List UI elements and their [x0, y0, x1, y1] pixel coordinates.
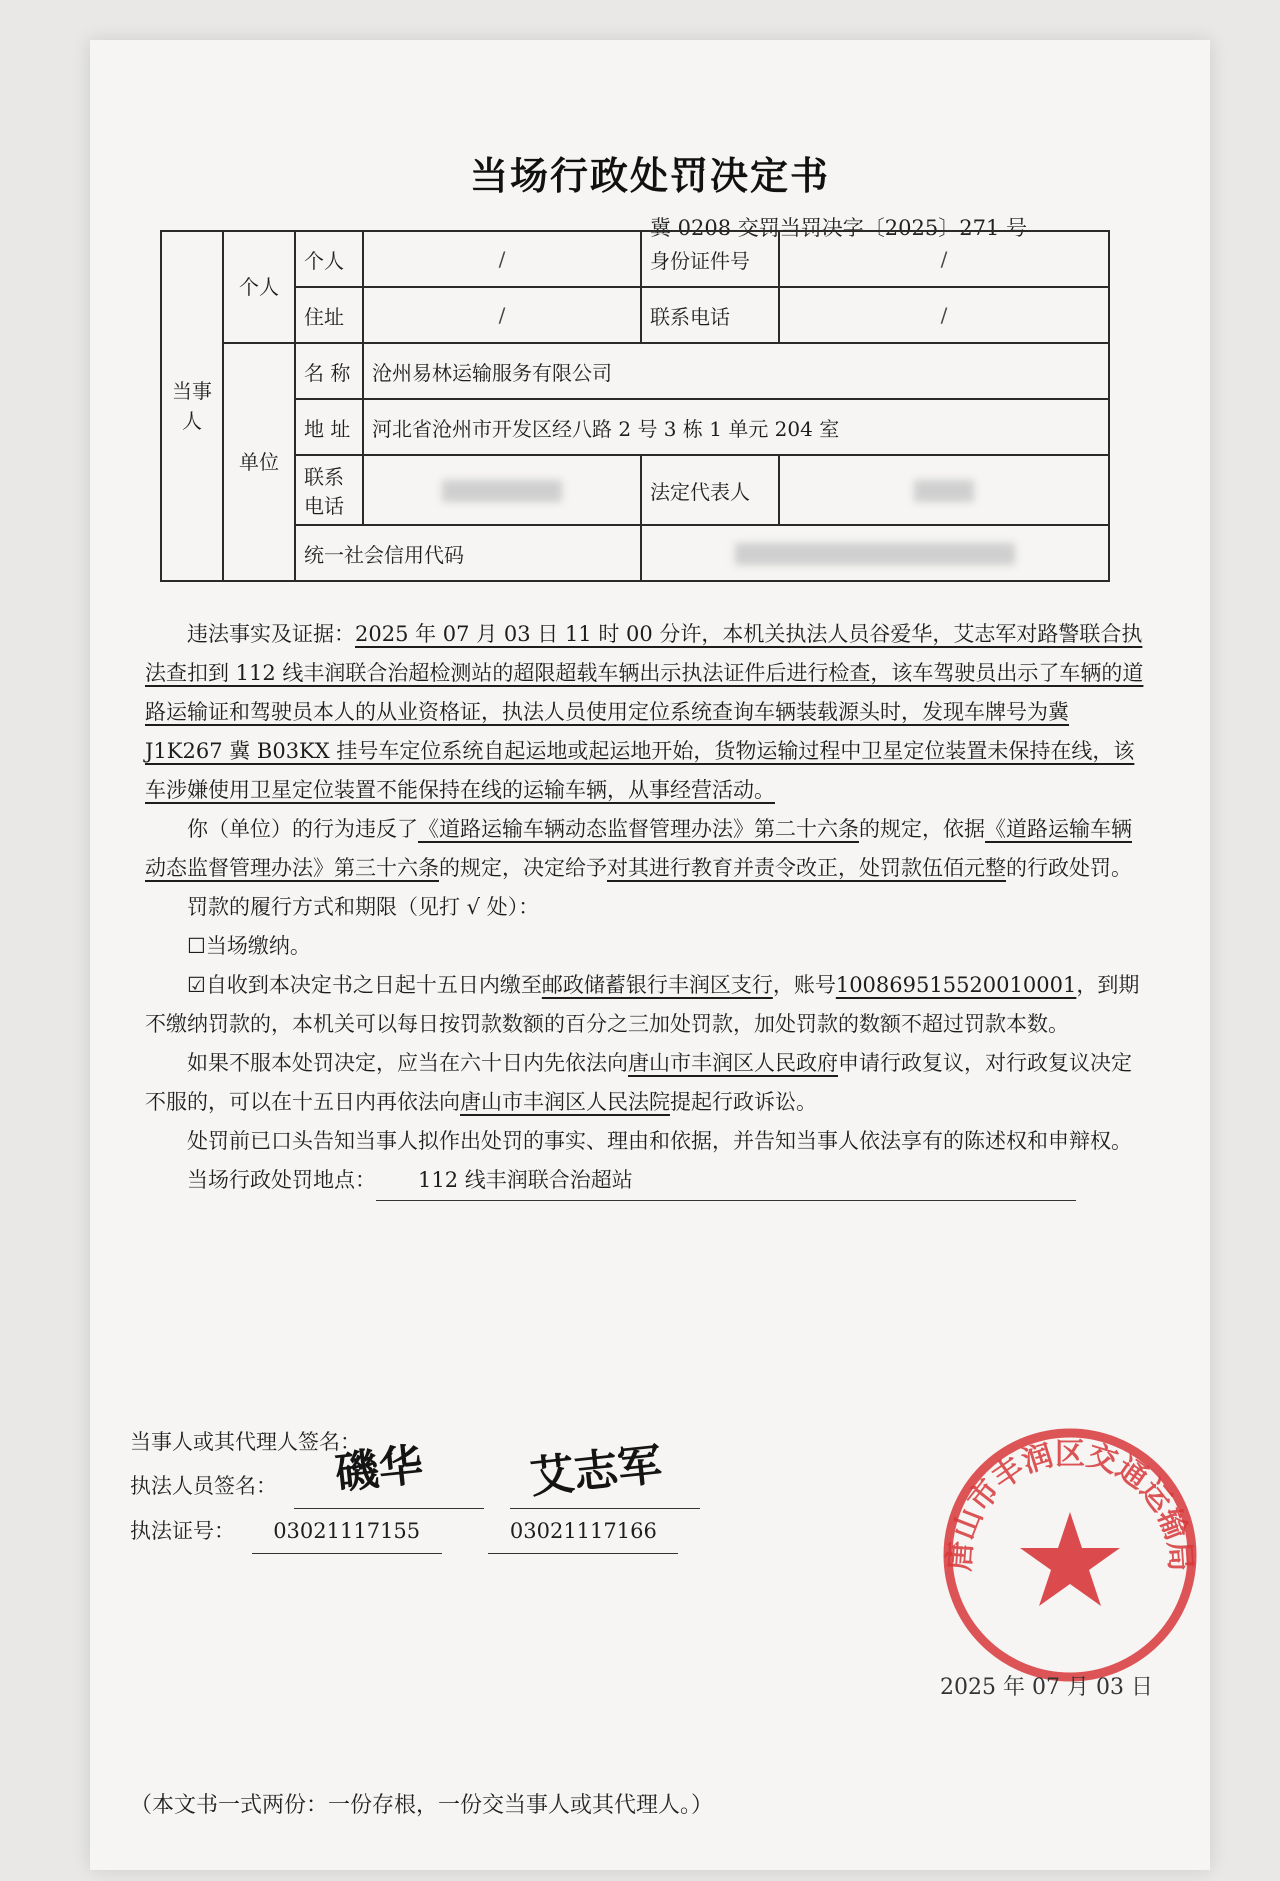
- address-label: 住址: [295, 287, 363, 343]
- address-value: /: [363, 287, 641, 343]
- unit-address-label: 地 址: [295, 399, 363, 455]
- page-title: 当场行政处罚决定书: [469, 154, 830, 198]
- document-number: 冀 0208 交罚当罚决字〔2025〕271 号: [650, 216, 1027, 240]
- redacted-phone: [442, 480, 562, 502]
- party-signature: 磯华: [332, 1439, 426, 1500]
- phone-label: 联系电话: [641, 287, 779, 343]
- cert-number-2: 03021117166: [488, 1509, 678, 1554]
- document-body: [145, 615, 1145, 1201]
- violation-text-3: 的规定，决定给予: [439, 856, 607, 880]
- redacted-code: [735, 543, 1015, 565]
- appeal-text-3: 提起行政诉讼。: [670, 1090, 817, 1114]
- officer-signature-label: 执法人员签名：: [130, 1474, 277, 1498]
- violated-law: 《道路运输车辆动态监督管理办法》第二十六条: [418, 817, 859, 841]
- location-label: 当场行政处罚地点：: [187, 1168, 376, 1192]
- legal-rep-value: [779, 455, 1109, 525]
- facts-label: 违法事实及证据：: [187, 622, 355, 646]
- violation-text-1: 你（单位）的行为违反了: [187, 817, 418, 841]
- credit-code-label: 统一社会信用代码: [295, 525, 641, 581]
- location-paragraph: [145, 1161, 1145, 1201]
- name-label: 名 称: [295, 343, 363, 399]
- legal-rep-label: 法定代表人: [641, 455, 779, 525]
- notice-paragraph: 处罚前已口头告知当事人拟作出处罚的事实、理由和依据，并告知当事人依法享有的陈述权和申辩权。: [187, 1129, 1132, 1153]
- person-value: /: [363, 231, 641, 287]
- basis-law: 《道路运输车辆动态监督管理办法》第三十六条: [145, 817, 1132, 880]
- appeal-government: 唐山市丰润区人民政府: [628, 1051, 838, 1075]
- officer-signature: 艾志军: [527, 1439, 665, 1504]
- appeal-text-2: 申请行政复议，对行政复议决定不服的，可以在十五日内再依法向: [145, 1051, 1132, 1114]
- payment-heading: 罚款的履行方式和期限（见打 √ 处）：: [187, 895, 540, 919]
- payment-text-2: ，账号: [772, 973, 836, 997]
- payment-option-onsite: ☐当场缴纳。: [187, 934, 311, 958]
- seal-text: 唐山市丰润区交通运输局: [942, 1436, 1198, 1573]
- name-value: 沧州易林运输服务有限公司: [363, 343, 1109, 399]
- violation-text-2: 的规定，依据: [859, 817, 985, 841]
- party-signature-label: 当事人或其代理人签名：: [130, 1430, 361, 1454]
- violation-paragraph: [145, 810, 1145, 888]
- unit-header: 单位: [223, 343, 295, 581]
- credit-code-value: [641, 525, 1109, 581]
- individual-header: 个人: [223, 231, 295, 343]
- payment-option-bank: [145, 966, 1145, 1044]
- redacted-name: [914, 480, 974, 502]
- id-value: /: [779, 231, 1109, 287]
- issue-date: 2025 年 07 月 03 日: [940, 1675, 1153, 1700]
- payment-text-1: ☑自收到本决定书之日起十五日内缴至: [187, 973, 542, 997]
- unit-phone-label: 联系电话: [295, 455, 363, 525]
- unit-phone-value: [363, 455, 641, 525]
- appeal-text-1: 如果不服本处罚决定，应当在六十日内先依法向: [187, 1051, 628, 1075]
- cert-number-1: 03021117155: [252, 1509, 442, 1554]
- footnote: （本文书一式两份：一份存根，一份交当事人或其代理人。）: [130, 1793, 714, 1818]
- official-seal: [935, 1420, 1205, 1690]
- id-label: 身份证件号: [641, 231, 779, 287]
- payment-text-3: ，到期不缴纳罚款的，本机关可以每日按罚款数额的百分之三加处罚款，加处罚款的数额不超过罚款本数。: [145, 973, 1140, 1036]
- cert-label: 执法证号：: [130, 1519, 235, 1543]
- appeal-court: 唐山市丰润区人民法院: [460, 1090, 670, 1114]
- party-info-table: [160, 230, 1110, 582]
- party-header: 当事人: [161, 231, 223, 581]
- phone-value: /: [779, 287, 1109, 343]
- person-label: 个人: [295, 231, 363, 287]
- appeal-paragraph: [145, 1044, 1145, 1122]
- location-value: 112 线丰润联合治超站: [376, 1161, 1076, 1201]
- seal-star-icon: [1020, 1512, 1120, 1606]
- document-page: [90, 40, 1210, 1870]
- bank-name: 邮政储蓄银行丰润区支行: [541, 973, 773, 997]
- unit-address-value: 河北省沧州市开发区经八路 2 号 3 栋 1 单元 204 室: [363, 399, 1109, 455]
- violation-text-4: 的行政处罚。: [1006, 856, 1132, 880]
- facts-text: 2025 年 07 月 03 日 11 时 00 分许，本机关执法人员谷爱华，艾志军对路警联合执法查扣到 112 线丰润联合治超检测站的超限超载车辆出示执法证件后进行检查，该车驾驶员出示了车辆的道路运输证和驾驶员本人的从业资格证，执法人员使用定位系统查询车辆装载源头时，发现车牌号为冀 J1K267 冀 B03KX 挂号车定位系统自起运地或起运地开始，货物运输过程中卫星定位装置未保持在线，该车涉嫌使用卫星定位装置不能保持在线的运输车辆，从事经营活动。: [145, 622, 1144, 802]
- penalty-text: 对其进行教育并责令改正，处罚款伍佰元整: [607, 856, 1006, 880]
- facts-paragraph: [145, 615, 1145, 810]
- account-number: 100869515520010001: [835, 973, 1077, 997]
